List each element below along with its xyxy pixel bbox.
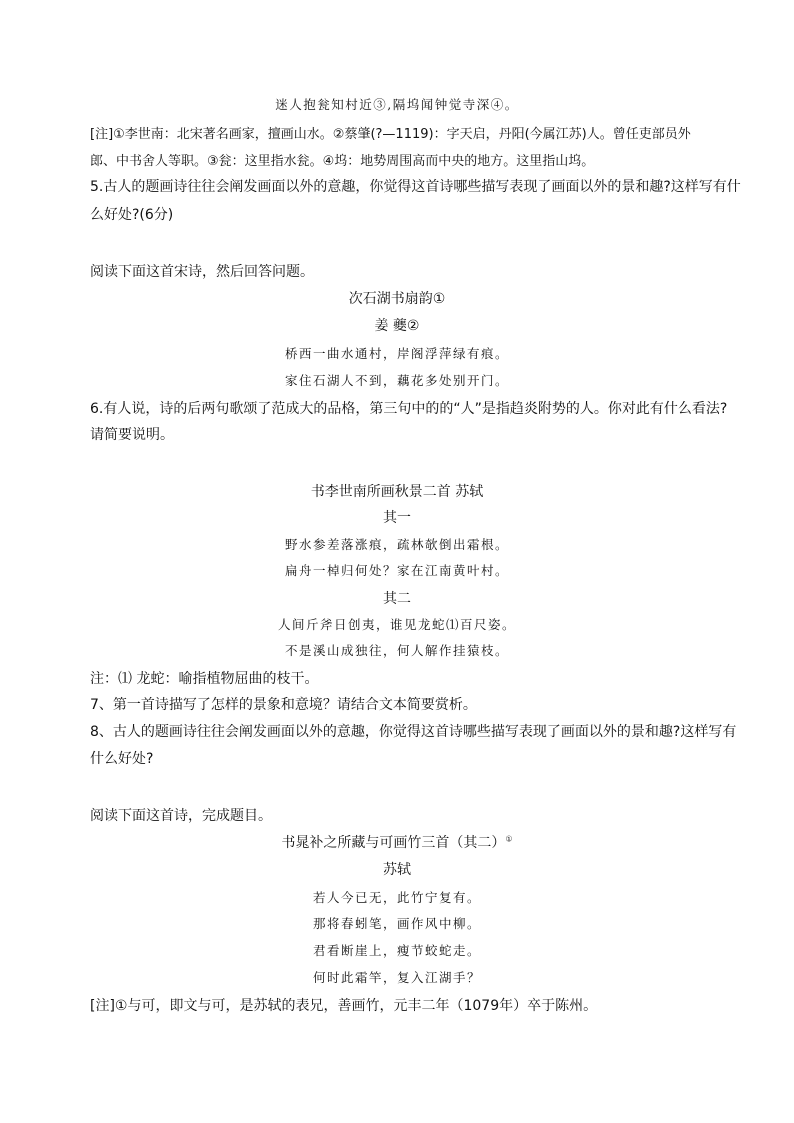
poem-subtitle: 其二 [383, 591, 411, 607]
poem-subtitle: 其一 [383, 510, 411, 526]
poem-line: 何时此霜竿，复入江湖手？ [312, 970, 481, 985]
poem-line: 若人今已无，此竹宁复有。 [312, 890, 481, 905]
poem-line: 桥西一曲水通村，岸阁浮萍绿有痕。 [284, 346, 509, 361]
reading-instruction: 阅读下面这首宋诗，然后回答问题。 [90, 264, 314, 280]
poem-line: 那将春蚓笔，画作风中柳。 [312, 916, 481, 931]
question-7: 7、第一首诗描写了怎样的景象和意境？请结合文本简要赏析。 [90, 697, 477, 713]
poem-line: 人间斤斧日创夷，谁见龙蛇⑴百尺姿。 [277, 617, 516, 632]
poem-line: 扁舟一棹归何处？家在江南黄叶村。 [284, 563, 509, 578]
poem-title: 次石湖书扇韵① [348, 291, 446, 307]
poem-line: 不是溪山成独往，何人解作挂猿枝。 [284, 643, 509, 658]
poem-title [0, 832, 794, 852]
poem-line: 迷人抱瓮知村近③,隔坞闻钟觉寺深④。 [275, 97, 519, 112]
poem-author: 姜 夔② [374, 318, 420, 334]
annotation-note: 郎、中书舍人等职。③瓮：这里指水瓮。④坞：地势周围高而中央的地方。这里指山坞。 [90, 154, 595, 169]
poem-line: 君看断崖上，瘦节蛟蛇走。 [312, 943, 481, 958]
poem-line: 野水参差落涨痕，疏林欹倒出霜根。 [284, 537, 509, 552]
footnote-marker: ① [505, 834, 513, 844]
question-6: 6.有人说，诗的后两句歌颂了范成大的品格，第三句中的的“人”是指趋炎附势的人。你对此有什么看法? [90, 401, 728, 417]
question-5: 5.古人的题画诗往往会阐发画面以外的意趣，你觉得这首诗哪些描写表现了画面以外的景和趣?这样写有什 [90, 179, 741, 195]
annotation-note: 注：⑴ 龙蛇：喻指植物屈曲的枝干。 [90, 671, 319, 687]
poem-title: 书李世南所画秋景二首 苏轼 [310, 484, 484, 500]
question-8-cont: 什么好处? [90, 751, 154, 767]
question-6-cont: 请简要说明。 [90, 427, 174, 443]
reading-instruction: 阅读下面这首诗，完成题目。 [90, 808, 272, 824]
annotation-note: [注]①与可，即文与可，是苏轼的表兄，善画竹，元丰二年（1079年）卒于陈州。 [90, 998, 598, 1014]
annotation-note: [注]①李世南：北宋著名画家，擅画山水。②蔡肇(?—1119)：字天启，丹阳(今属江苏)人。曾任吏部员外 [90, 127, 691, 142]
question-5-cont: 么好处?(6分) [90, 207, 174, 223]
poem-title-text: 书晁补之所藏与可画竹三首（其二） [281, 835, 506, 851]
poem-author: 苏轼 [383, 862, 411, 878]
question-8: 8、古人的题画诗往往会阐发画面以外的意趣，你觉得这首诗哪些描写表现了画面以外的景和趣?这样写有 [90, 724, 737, 740]
poem-line: 家住石湖人不到，藕花多处别开门。 [284, 373, 509, 388]
